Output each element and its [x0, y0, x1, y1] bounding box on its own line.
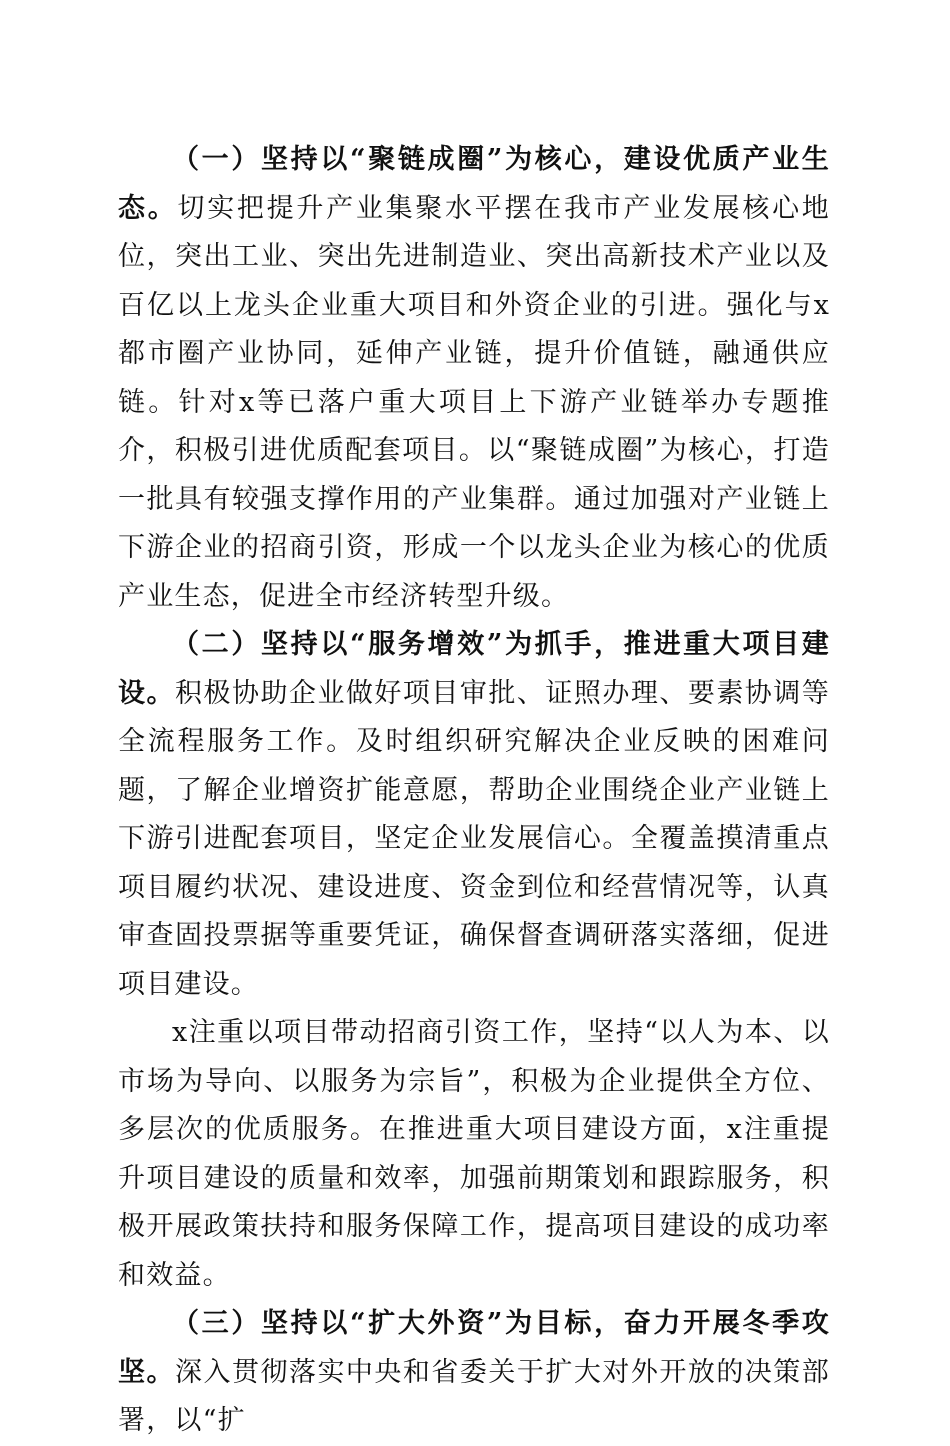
paragraph-1-heading: （一）坚持以“聚链成圈”为核心，建设优质产业生态。	[118, 144, 830, 224]
document-body	[118, 136, 830, 1446]
paragraph-3-text: x注重以项目带动招商引资工作，坚持“以人为本、以市场为导向、以服务为宗旨”，积极为企业提供全方位、多层次的优质服务。在推进重大项目建设方面，x注重提升项目建设的质量和效率，加强前期策划和跟踪服务，积极开展政策扶持和服务保障工作，提高项目建设的成功率和效益。	[118, 1017, 830, 1291]
paragraph-4	[118, 1300, 830, 1446]
paragraph-2	[118, 621, 830, 1009]
paragraph-2-heading: （二）坚持以“服务增效”为抓手，推进重大项目建设。	[118, 629, 830, 709]
paragraph-1	[118, 136, 830, 621]
paragraph-4-heading: （三）坚持以“扩大外资”为目标，奋力开展冬季攻坚。	[118, 1308, 830, 1388]
paragraph-2-text: 积极协助企业做好项目审批、证照办理、要素协调等全流程服务工作。及时组织研究解决企业反映的困难问题，了解企业增资扩能意愿，帮助企业围绕企业产业链上下游引进配套项目，坚定企业发展信心。全覆盖摸清重点项目履约状况、建设进度、资金到位和经营情况等，认真审查固投票据等重要凭证，确保督查调研落实落细，促进项目建设。	[118, 677, 830, 1000]
paragraph-4-text: 深入贯彻落实中央和省委关于扩大对外开放的决策部署，以“扩	[118, 1356, 830, 1436]
paragraph-3	[118, 1009, 830, 1300]
paragraph-1-text: 切实把提升产业集聚水平摆在我市产业发展核心地位，突出工业、突出先进制造业、突出高新技术产业以及百亿以上龙头企业重大项目和外资企业的引进。强化与x都市圈产业协同，延伸产业链，提升价值链，融通供应链。针对x等已落户重大项目上下游产业链举办专题推介，积极引进优质配套项目。以“聚链成圈”为核心，打造一批具有较强支撑作用的产业集群。通过加强对产业链上下游企业的招商引资，形成一个以龙头企业为核心的优质产业生态，促进全市经济转型升级。	[118, 192, 830, 612]
